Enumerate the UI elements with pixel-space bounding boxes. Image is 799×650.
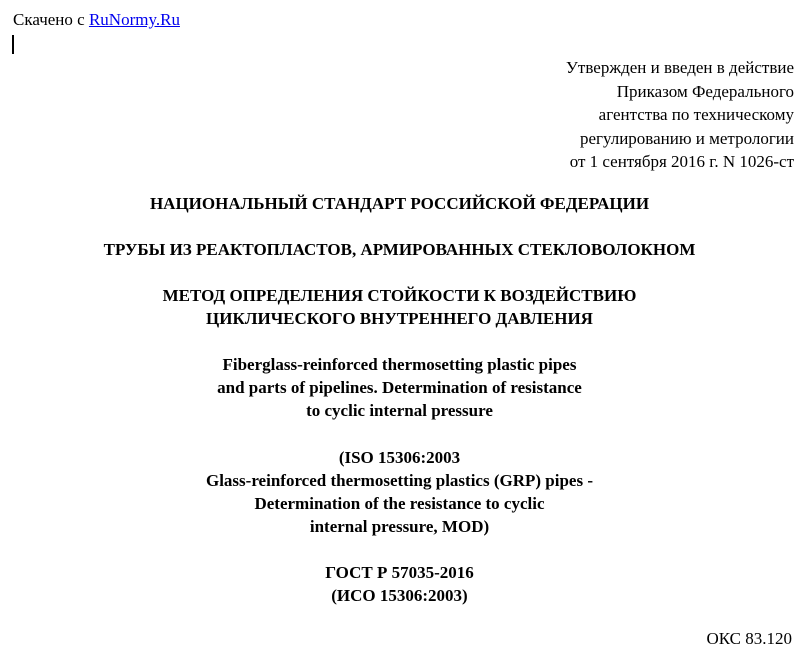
title-en (0, 353, 799, 422)
source-line (13, 10, 180, 30)
designation-line: (ИСО 15306:2003) (331, 586, 468, 605)
iso-reference-line: (ISO 15306:2003 (338, 448, 461, 467)
source-link[interactable]: RuNormy.Ru (88, 10, 180, 29)
title-ru-sub (0, 284, 799, 330)
title-ru-main-text: ТРУБЫ ИЗ РЕАКТОПЛАСТОВ, АРМИРОВАННЫХ СТЕКЛОВОЛОКНОМ (103, 240, 696, 259)
okc-code: ОКС 83.120 (706, 629, 792, 648)
standard-type-heading (0, 192, 799, 215)
approval-block (566, 56, 794, 174)
iso-reference (0, 446, 799, 538)
approval-line: Утвержден и введен в действие (565, 58, 794, 77)
approval-line: агентства по техническому (598, 105, 794, 124)
iso-reference-line: internal pressure, MOD) (309, 517, 490, 536)
title-ru-sub-line: ЦИКЛИЧЕСКОГО ВНУТРЕННЕГО ДАВЛЕНИЯ (206, 309, 593, 328)
iso-reference-line: Glass-reinforced thermosetting plastics (GRP) pipes - (205, 471, 594, 490)
title-en-line: and parts of pipelines. Determination of resistance (217, 378, 582, 397)
title-en-line: to cyclic internal pressure (306, 401, 493, 420)
title-en-line: Fiberglass-reinforced thermosetting plastic pipes (222, 355, 577, 374)
iso-reference-line: Determination of the resistance to cyclic (254, 494, 545, 513)
approval-line: регулированию и метрологии (579, 128, 794, 148)
designation-line: ГОСТ Р 57035-2016 (325, 563, 474, 582)
designation (0, 561, 799, 607)
title-ru-main (0, 238, 799, 261)
text-cursor (12, 35, 14, 54)
title-ru-sub-line: МЕТОД ОПРЕДЕЛЕНИЯ СТОЙКОСТИ К ВОЗДЕЙСТВИЮ (162, 286, 637, 305)
approval-line: Приказом Федерального (616, 81, 794, 101)
approval-line: от 1 сентября 2016 г. N 1026-ст (569, 152, 794, 171)
standard-type: НАЦИОНАЛЬНЫЙ СТАНДАРТ РОССИЙСКОЙ ФЕДЕРАЦИИ (149, 194, 650, 213)
source-prefix: Скачено с (13, 10, 85, 29)
